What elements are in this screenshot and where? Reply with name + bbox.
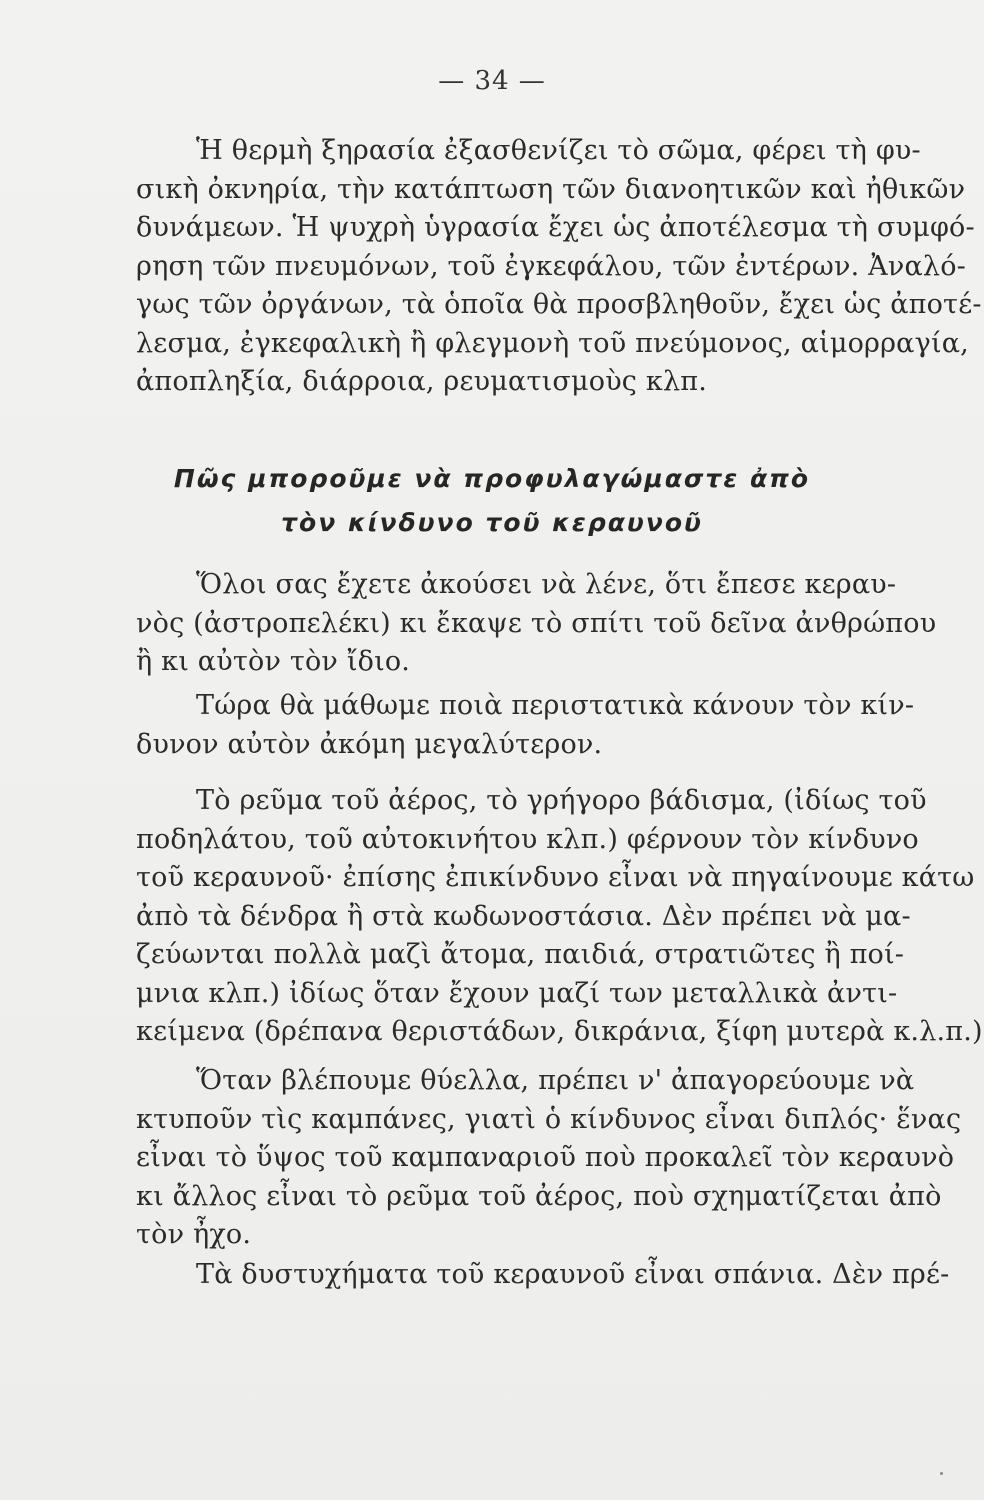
text-line: δυνάμεων. Ἡ ψυχρὴ ὑγρασία ἔχει ὡς ἀποτέλεσμα τὴ συμφό- (136, 212, 975, 243)
text-line: ρηση τῶν πνευμόνων, τοῦ ἐγκεφάλου, τῶν ἐντέρων. Ἀναλό- (136, 250, 967, 282)
text-line: ἀποπληξία, διάρροια, ρευματισμοὺς κλπ. (136, 366, 708, 397)
text-line: τὸν ἦχο. (136, 1219, 252, 1250)
paragraph-accidents-rare (136, 1256, 950, 1295)
text-line: μνια κλπ.) ἰδίως ὅταν ἔχουν μαζί των μεταλλικὰ ἀντι- (136, 977, 898, 1009)
paragraph-lightning-stories (136, 566, 937, 682)
paragraph-church-bells (136, 1062, 962, 1255)
text-line: νὸς (ἀστροπελέκι) κι ἔκαψε τὸ σπίτι τοῦ δεῖνα ἀνθρώπου (136, 607, 937, 639)
text-line: Τὰ δυστυχήματα τοῦ κεραυνοῦ εἶναι σπάνια. Δὲν πρέ- (196, 1259, 950, 1290)
text-line: γως τῶν ὀργάνων, τὰ ὁποῖα θὰ προσβληθοῦν, ἔχει ὡς ἀποτέ- (136, 289, 982, 320)
text-line: ἀπὸ τὰ δένδρα ἢ στὰ κωδωνοστάσια. Δὲν πρέπει νὰ μα- (136, 900, 911, 932)
text-line: κτυποῦν τὶς καμπάνες, γιατὶ ὁ κίνδυνος εἶναι διπλός· ἕνας (136, 1103, 962, 1135)
text-line: σικὴ ὀκνηρία, τὴν κατάπτωση τῶν διανοητικῶν καὶ ἠθικῶν (136, 173, 966, 205)
text-line: ζεύωνται πολλὰ μαζὶ ἄτομα, παιδιά, στρατιῶτες ἢ ποί- (136, 939, 905, 970)
text-line: τοῦ κεραυνοῦ· ἐπίσης ἐπικίνδυνο εἶναι νὰ πηγαίνουμε κάτω (136, 862, 975, 893)
text-line: ποδηλάτου, τοῦ αὐτοκινήτου κλπ.) φέρνουν τὸν κίνδυνο (136, 823, 919, 855)
text-line: κείμενα (δρέπανα θεριστάδων, δικράνια, ξίφη μυτερὰ κ.λ.π.) (136, 1016, 983, 1047)
text-line: Ἡ θερμὴ ξηρασία ἐξασθενίζει τὸ σῶμα, φέρει τὴ φυ- (196, 135, 921, 166)
text-line: εἶναι τὸ ὕψος τοῦ καμπαναριοῦ ποὺ προκαλεῖ τὸν κεραυνὸ (136, 1142, 955, 1173)
page-number: — 34 — (438, 66, 546, 96)
paragraph-heat-humidity (136, 132, 982, 402)
section-heading-line-1: Πῶς μποροῦμε νὰ προφυλαγώμαστε ἀπὸ (173, 464, 811, 493)
paragraph-dangers (136, 782, 983, 1052)
paragraph-circumstances (136, 687, 915, 764)
text-line: Ὅλοι σας ἔχετε ἀκούσει νὰ λένε, ὅτι ἔπεσε κεραυ- (196, 569, 897, 600)
text-line: Τὸ ρεῦμα τοῦ ἀέρος, τὸ γρήγορο βάδισμα, (ἰδίως τοῦ (196, 785, 927, 816)
section-heading-line-2: τὸν κίνδυνο τοῦ κεραυνοῦ (281, 508, 703, 537)
text-line: δυνον αὐτὸν ἀκόμη μεγαλύτερον. (136, 728, 603, 760)
text-line: Τώρα θὰ μάθωμε ποιὰ περιστατικὰ κάνουν τὸν κίν- (196, 690, 915, 721)
text-line: κι ἄλλος εἶναι τὸ ρεῦμα τοῦ ἀέρος, ποὺ σχηματίζεται ἀπὸ (136, 1180, 942, 1212)
text-line: Ὅταν βλέπουμε θύελλα, πρέπει ν' ἀπαγορεύουμε νὰ (196, 1065, 915, 1096)
text-line: ἢ κι αὐτὸν τὸν ἴδιο. (136, 646, 411, 677)
text-line: λεσμα, ἐγκεφαλικὴ ἢ φλεγμονὴ τοῦ πνεύμονος, αἱμορραγία, (136, 327, 969, 359)
paper-speck (940, 1472, 943, 1475)
